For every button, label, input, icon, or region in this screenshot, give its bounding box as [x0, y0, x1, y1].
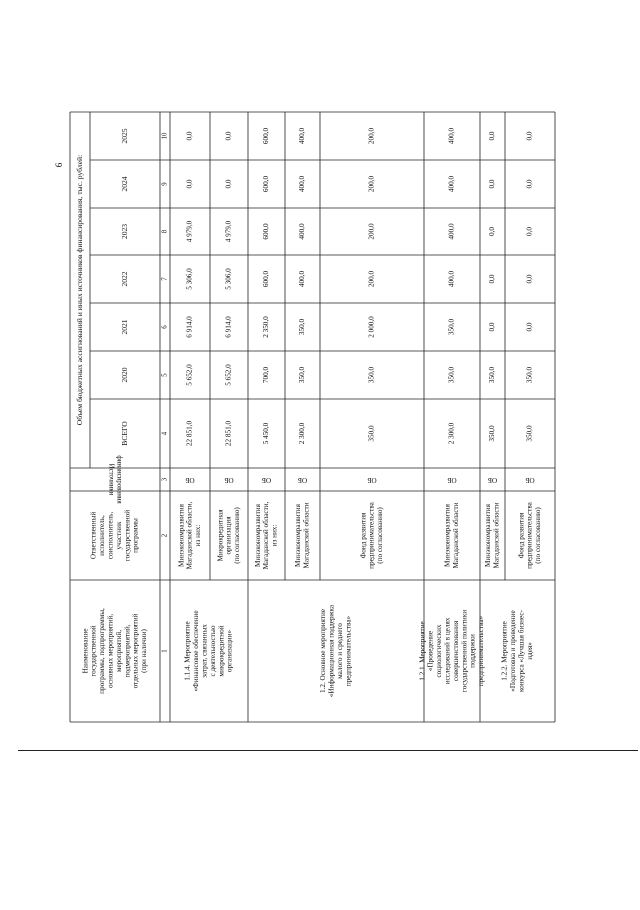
- row-name-text: «Проведение: [426, 630, 435, 672]
- row-name-text: 1.2.2. Мероприятие: [500, 621, 509, 681]
- header-col2-text: Ответственный: [89, 511, 98, 560]
- header-col2-text: государственной: [123, 509, 132, 562]
- value-text: 5 652,0: [185, 364, 194, 386]
- value-text: 0,0: [525, 131, 534, 141]
- funding-source-text: ОБ: [525, 475, 535, 484]
- executor-text: (по согласованию): [233, 507, 242, 564]
- executor-text: Минэкономразвития: [293, 504, 302, 567]
- value-text: 0,0: [525, 227, 534, 236]
- funding-source-text: ОБ: [261, 475, 272, 484]
- executor-text: предпринимательства: [525, 502, 534, 569]
- header-year: 2020: [119, 367, 129, 383]
- value-text: 22 851,0: [224, 420, 233, 447]
- value-text: 0,0: [525, 274, 534, 284]
- executor-text: Магаданской области: [492, 502, 501, 569]
- executor-text: Фонд развития: [517, 512, 526, 559]
- row-name-text: социологических: [435, 624, 444, 678]
- header-col2-text: программы: [131, 518, 140, 553]
- header-year: 2024: [119, 176, 129, 192]
- header-year: 2022: [119, 271, 129, 287]
- executor-text: Микрокредитная: [216, 509, 225, 562]
- row-name-text: малого и среднего: [335, 623, 344, 679]
- row-name-text: поддержки: [468, 634, 477, 668]
- value-text: 5 450,0: [262, 422, 271, 445]
- header-year: ВСЕГО: [119, 421, 129, 446]
- row-name-text: 1.2.1. Мероприятие: [418, 621, 427, 681]
- header-col1-text: государственной: [89, 625, 98, 677]
- value-text: 22 851,0: [185, 420, 194, 447]
- executor-text: Фонд развития: [359, 512, 368, 559]
- value-text: 350,0: [525, 366, 534, 384]
- executor-text: Минэкономразвития: [483, 504, 492, 567]
- row-name-text: государственной политики: [460, 609, 469, 693]
- value-text: 5 306,0: [185, 268, 194, 290]
- value-text: 200,0: [367, 223, 376, 240]
- column-number: 9: [161, 182, 169, 186]
- value-text: 2 350,0: [262, 316, 271, 338]
- row-name-text: 1.1.4. Мероприятие: [183, 621, 192, 681]
- value-text: 0,0: [185, 179, 194, 189]
- value-text: 5 652,0: [224, 364, 233, 386]
- value-text: 2 000,0: [367, 316, 376, 338]
- header-col1-text: мероприятий,: [114, 629, 123, 673]
- value-text: 5 306,0: [224, 268, 233, 290]
- value-text: 350,0: [488, 366, 497, 384]
- header-col1-text: (при наличии): [140, 629, 149, 673]
- funding-source-text: ОБ: [297, 475, 308, 484]
- funding-source-text: ОБ: [185, 475, 195, 484]
- row-name-text: совершенствования: [451, 620, 460, 682]
- row-name-text: с деятельностью: [208, 625, 217, 677]
- funding-source-text: ОБ: [487, 475, 498, 484]
- value-text: 350,0: [367, 366, 376, 384]
- funding-source-text: ОБ: [367, 475, 377, 484]
- header-col1-text: программы, подпрограммы,: [98, 608, 107, 694]
- value-text: 2 300,0: [447, 422, 456, 445]
- value-text: 600,0: [262, 223, 271, 240]
- value-text: 400,0: [298, 127, 307, 145]
- executor-text: из них:: [194, 524, 203, 547]
- value-text: 350,0: [298, 318, 307, 336]
- value-text: 700,0: [262, 366, 271, 384]
- value-text: 400,0: [298, 270, 307, 288]
- value-text: 4 979,0: [224, 220, 233, 243]
- value-text: 600,0: [262, 270, 271, 288]
- row-name-text: 1.2. Основное мероприятие: [319, 608, 328, 694]
- row-name-text: идея»: [525, 642, 534, 660]
- row-name-text: «Информационная поддержка: [327, 604, 336, 698]
- executor-text: из них:: [270, 524, 279, 547]
- header-year: 2025: [119, 128, 129, 144]
- value-text: 4 979,0: [185, 220, 194, 243]
- executor-text: Минэкономразвития: [177, 504, 186, 567]
- value-text: 0,0: [525, 179, 534, 189]
- header-year: 2021: [119, 319, 129, 335]
- row-name-text: конкурса «Лучшая бизнес-: [517, 610, 526, 692]
- value-text: 0,0: [488, 227, 497, 236]
- row-name-text: предпринимательства»: [344, 615, 353, 687]
- page-number: 6: [54, 162, 65, 168]
- row-name-text: исследований в целях: [443, 617, 452, 685]
- row-name-text: предпринимательства»: [477, 615, 486, 687]
- value-text: 6 914,0: [224, 316, 233, 338]
- header-col2-text: исполнитель,: [98, 515, 107, 556]
- value-text: 6 914,0: [185, 316, 194, 338]
- value-text: 600,0: [262, 175, 271, 193]
- executor-text: (по согласованию): [376, 507, 385, 564]
- value-text: 350,0: [367, 425, 376, 442]
- value-text: 2 300,0: [298, 422, 307, 445]
- column-number: 6: [161, 325, 169, 329]
- value-text: 350,0: [298, 366, 307, 384]
- header-col3-text: финансирования: [115, 455, 123, 504]
- value-text: 200,0: [367, 175, 376, 193]
- executor-text: Магаданской области,: [185, 501, 194, 570]
- header-col1-text: отдельных мероприятий: [131, 613, 140, 689]
- value-text: 400,0: [447, 223, 456, 240]
- funding-source-text: ОБ: [447, 475, 457, 484]
- header-col2-text: участник: [114, 521, 123, 550]
- executor-text: предпринимательства: [367, 502, 376, 569]
- column-number: 4: [161, 431, 169, 436]
- executor-text: организация: [224, 516, 233, 555]
- header-year: 2023: [119, 223, 129, 240]
- value-text: 0,0: [525, 322, 534, 332]
- header-col1-text: Наименование: [81, 628, 90, 674]
- funding-source-text: ОБ: [224, 475, 234, 484]
- value-text: 400,0: [447, 175, 456, 193]
- value-text: 0,0: [224, 179, 233, 189]
- executor-text: Магаданской области,: [262, 501, 271, 570]
- value-text: 600,0: [262, 127, 271, 145]
- column-number: 2: [161, 533, 169, 538]
- value-text: 0,0: [488, 274, 497, 284]
- value-text: 0,0: [488, 131, 497, 141]
- value-text: 400,0: [447, 127, 456, 145]
- row-name-text: организации»: [225, 629, 234, 673]
- value-text: 400,0: [298, 223, 307, 240]
- executor-text: Минэкономразвития: [253, 504, 262, 567]
- column-number: 1: [161, 649, 169, 653]
- value-text: 0,0: [224, 131, 233, 141]
- value-text: 0,0: [185, 131, 194, 141]
- column-number: 3: [161, 477, 169, 482]
- header-funding-group: Объем бюджетных ассигнований и иных источников финансирования, тыс. рублей:: [74, 154, 84, 426]
- column-number: 5: [161, 373, 169, 377]
- rotated-table: [54, 112, 555, 722]
- executor-text: Магаданской области: [451, 502, 460, 569]
- value-text: 0,0: [488, 179, 497, 189]
- value-text: 350,0: [525, 425, 534, 442]
- value-text: 200,0: [367, 127, 376, 145]
- column-number: 8: [161, 229, 169, 234]
- column-number: 7: [161, 277, 169, 281]
- header-col3-text: Источники: [107, 463, 115, 496]
- value-text: 200,0: [367, 270, 376, 288]
- column-number: 10: [161, 132, 169, 140]
- executor-text: Минэкономразвития: [443, 504, 452, 567]
- value-text: 350,0: [447, 366, 456, 384]
- row-name-text: затрат, связанных: [200, 624, 209, 678]
- value-text: 350,0: [447, 318, 456, 336]
- row-name-text: микрокредитной: [217, 625, 226, 677]
- value-text: 0,0: [488, 322, 497, 332]
- header-col2-text: соисполнитель,: [106, 511, 115, 560]
- row-name-text: «Подготовка и проведение: [508, 610, 517, 692]
- executor-text: (по согласованию): [534, 507, 543, 564]
- value-text: 400,0: [447, 270, 456, 288]
- value-text: 400,0: [298, 175, 307, 193]
- executor-text: Магаданской области: [302, 502, 311, 569]
- page-divider-line: [18, 750, 638, 751]
- value-text: 350,0: [488, 425, 497, 442]
- row-name-text: «Финансовое обеспечение: [192, 610, 201, 692]
- header-col1-text: основных мероприятий,: [106, 613, 115, 689]
- header-col1-text: подмероприятий,: [123, 624, 132, 678]
